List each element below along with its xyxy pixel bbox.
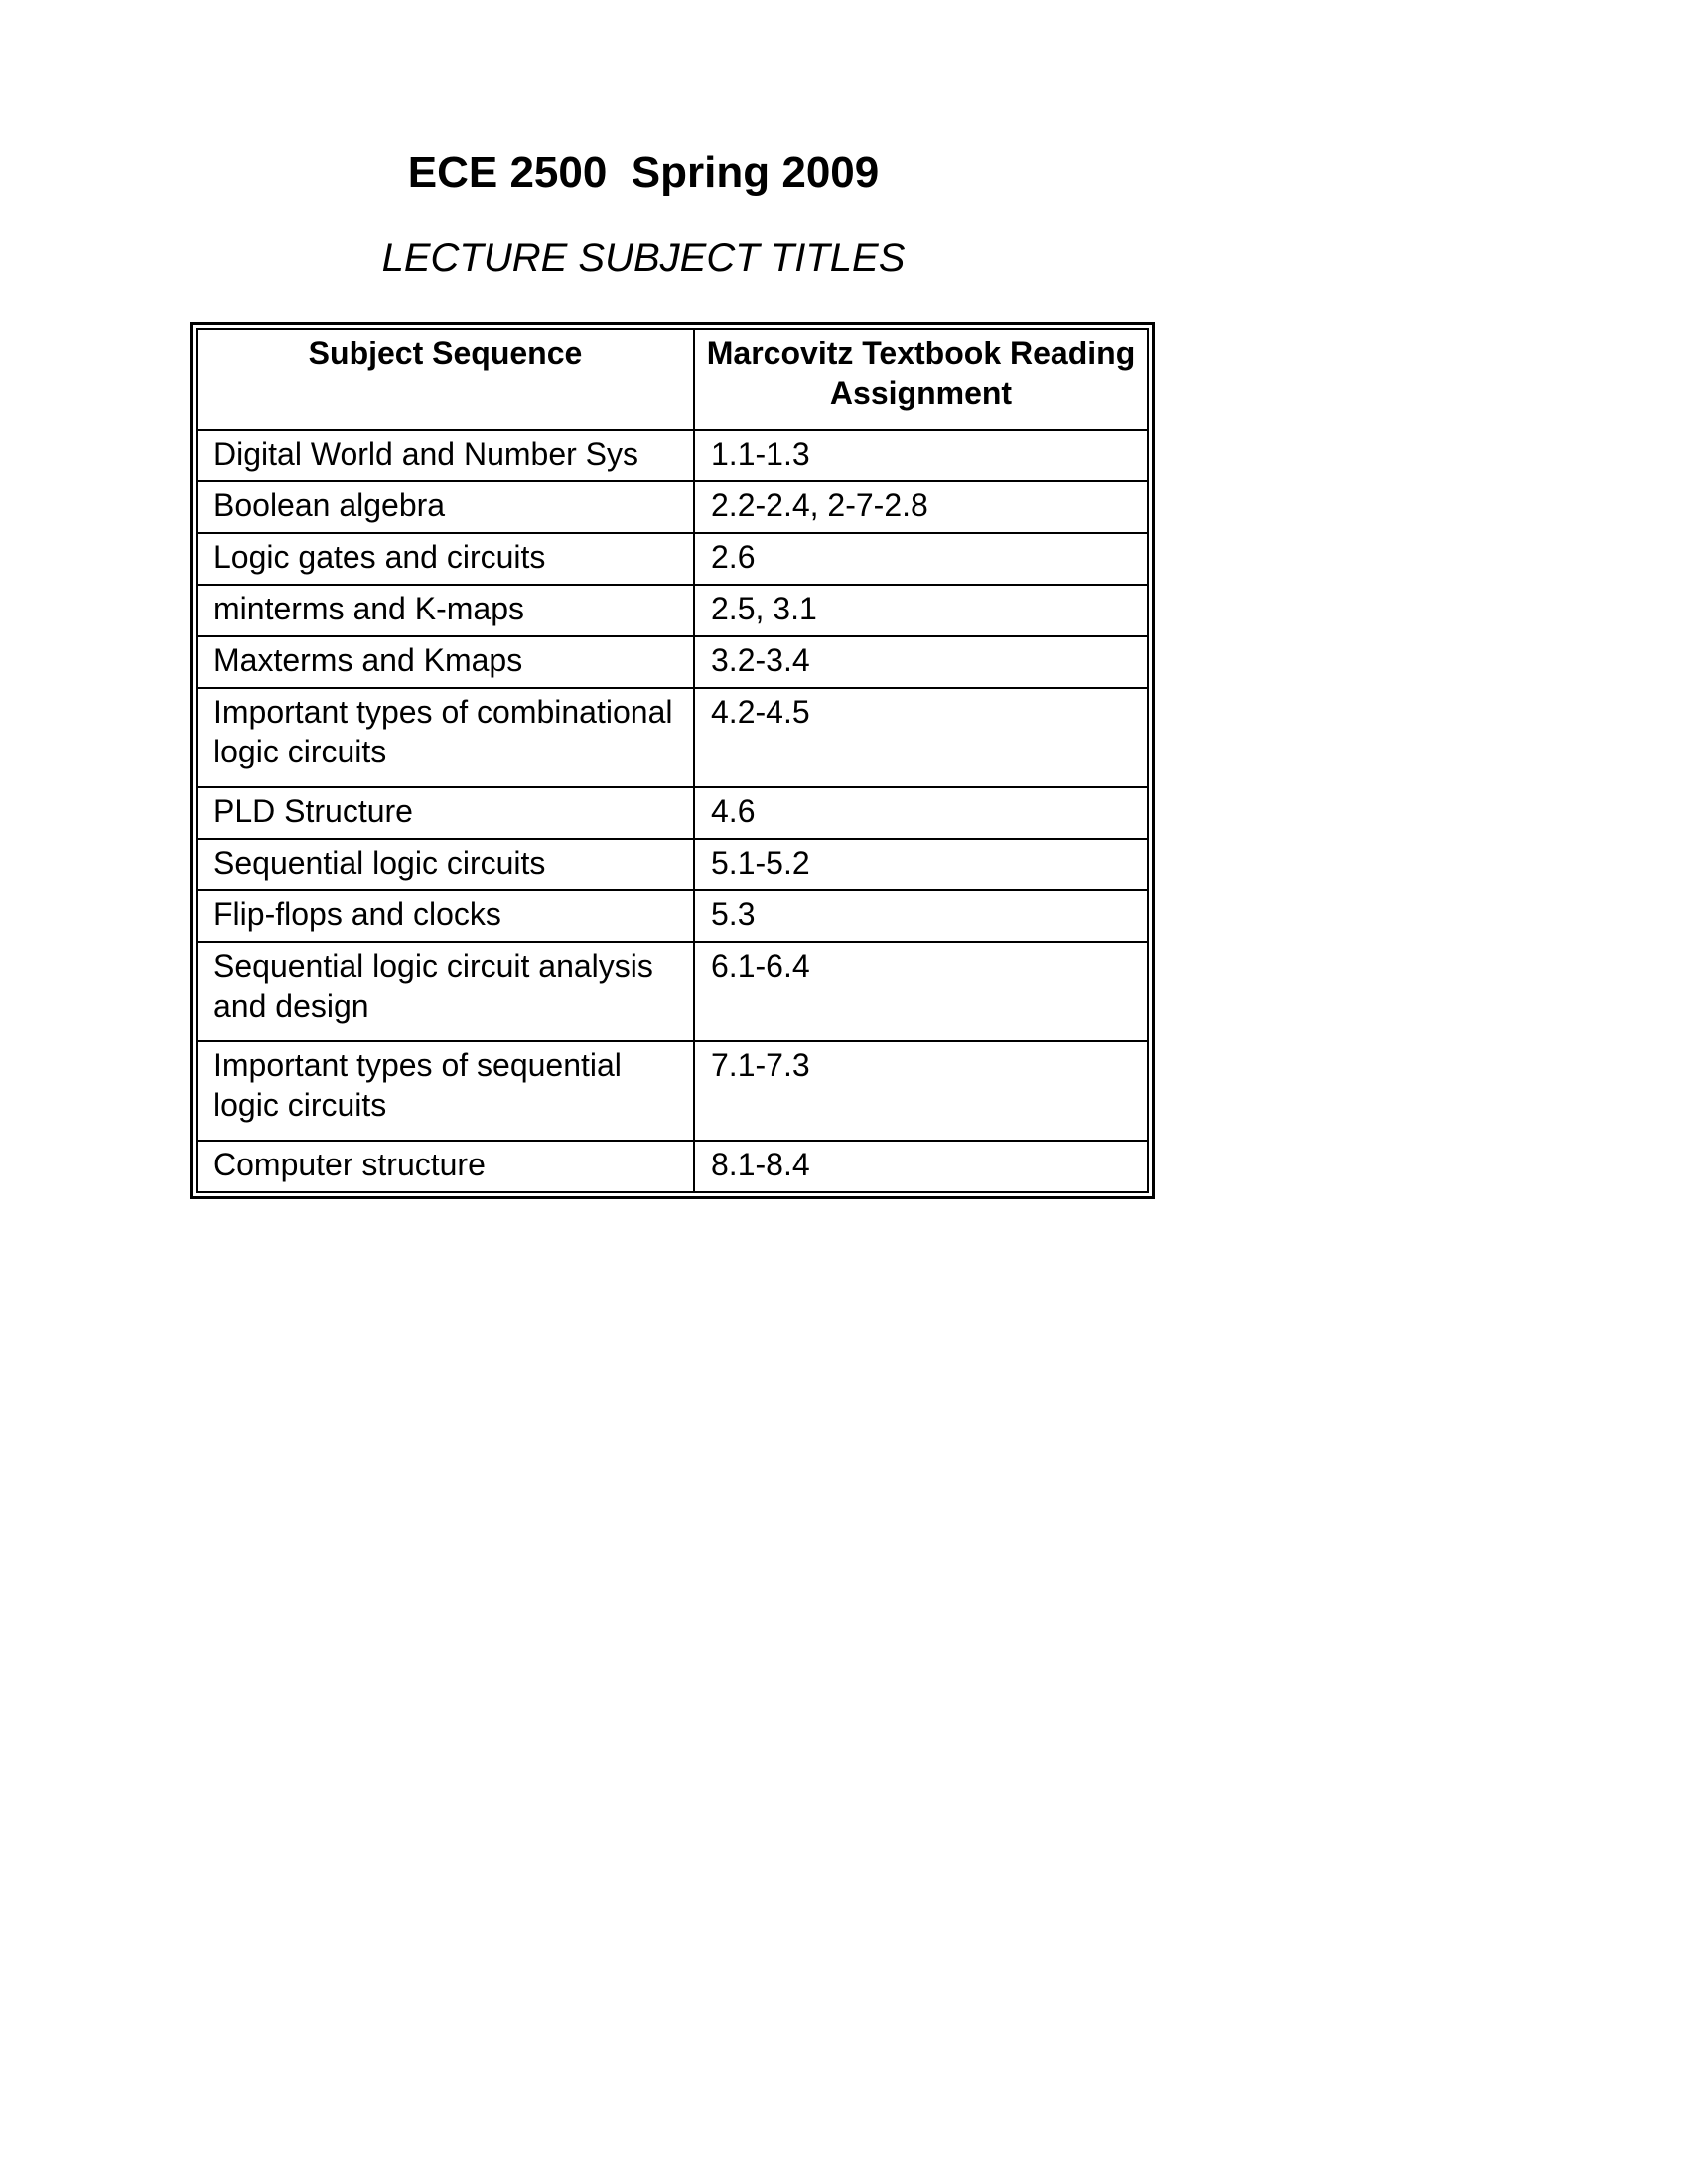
reading-cell: 8.1-8.4 xyxy=(694,1141,1148,1192)
reading-cell: 7.1-7.3 xyxy=(694,1041,1148,1141)
column-header-reading: Marcovitz Textbook Reading Assignment xyxy=(694,329,1148,430)
table-row xyxy=(197,636,1148,688)
subject-cell: Maxterms and Kmaps xyxy=(197,636,694,688)
subject-cell: Important types of sequential logic circuits xyxy=(197,1041,694,1141)
table-row xyxy=(197,890,1148,942)
table-row xyxy=(197,942,1148,1041)
table-row xyxy=(197,533,1148,585)
reading-cell: 3.2-3.4 xyxy=(694,636,1148,688)
reading-cell: 2.5, 3.1 xyxy=(694,585,1148,636)
table-row xyxy=(197,1041,1148,1141)
subject-cell: Boolean algebra xyxy=(197,481,694,533)
column-header-subject: Subject Sequence xyxy=(197,329,694,430)
reading-cell: 1.1-1.3 xyxy=(694,430,1148,481)
table-row xyxy=(197,481,1148,533)
reading-cell: 5.1-5.2 xyxy=(694,839,1148,890)
subject-cell: Flip-flops and clocks xyxy=(197,890,694,942)
table-row xyxy=(197,1141,1148,1192)
subject-cell: Important types of combinational logic circuits xyxy=(197,688,694,787)
subject-cell: Logic gates and circuits xyxy=(197,533,694,585)
reading-cell: 2.2-2.4, 2-7-2.8 xyxy=(694,481,1148,533)
reading-cell: 6.1-6.4 xyxy=(694,942,1148,1041)
table-row xyxy=(197,430,1148,481)
page-title: ECE 2500 Spring 2009 xyxy=(407,148,880,197)
reading-cell: 2.6 xyxy=(694,533,1148,585)
reading-cell: 5.3 xyxy=(694,890,1148,942)
table-header-row xyxy=(197,329,1148,430)
table-row xyxy=(197,839,1148,890)
page-subtitle: LECTURE SUBJECT TITLES xyxy=(381,236,906,280)
lecture-table-frame xyxy=(190,322,1155,1199)
subject-cell: minterms and K-maps xyxy=(197,585,694,636)
table-row xyxy=(197,787,1148,839)
subject-cell: Digital World and Number Sys xyxy=(197,430,694,481)
subject-cell: PLD Structure xyxy=(197,787,694,839)
lecture-table xyxy=(196,328,1149,1193)
table-row xyxy=(197,688,1148,787)
reading-cell: 4.6 xyxy=(694,787,1148,839)
table-row xyxy=(197,585,1148,636)
subject-cell: Computer structure xyxy=(197,1141,694,1192)
reading-cell: 4.2-4.5 xyxy=(694,688,1148,787)
subject-cell: Sequential logic circuits xyxy=(197,839,694,890)
subject-cell: Sequential logic circuit analysis and design xyxy=(197,942,694,1041)
